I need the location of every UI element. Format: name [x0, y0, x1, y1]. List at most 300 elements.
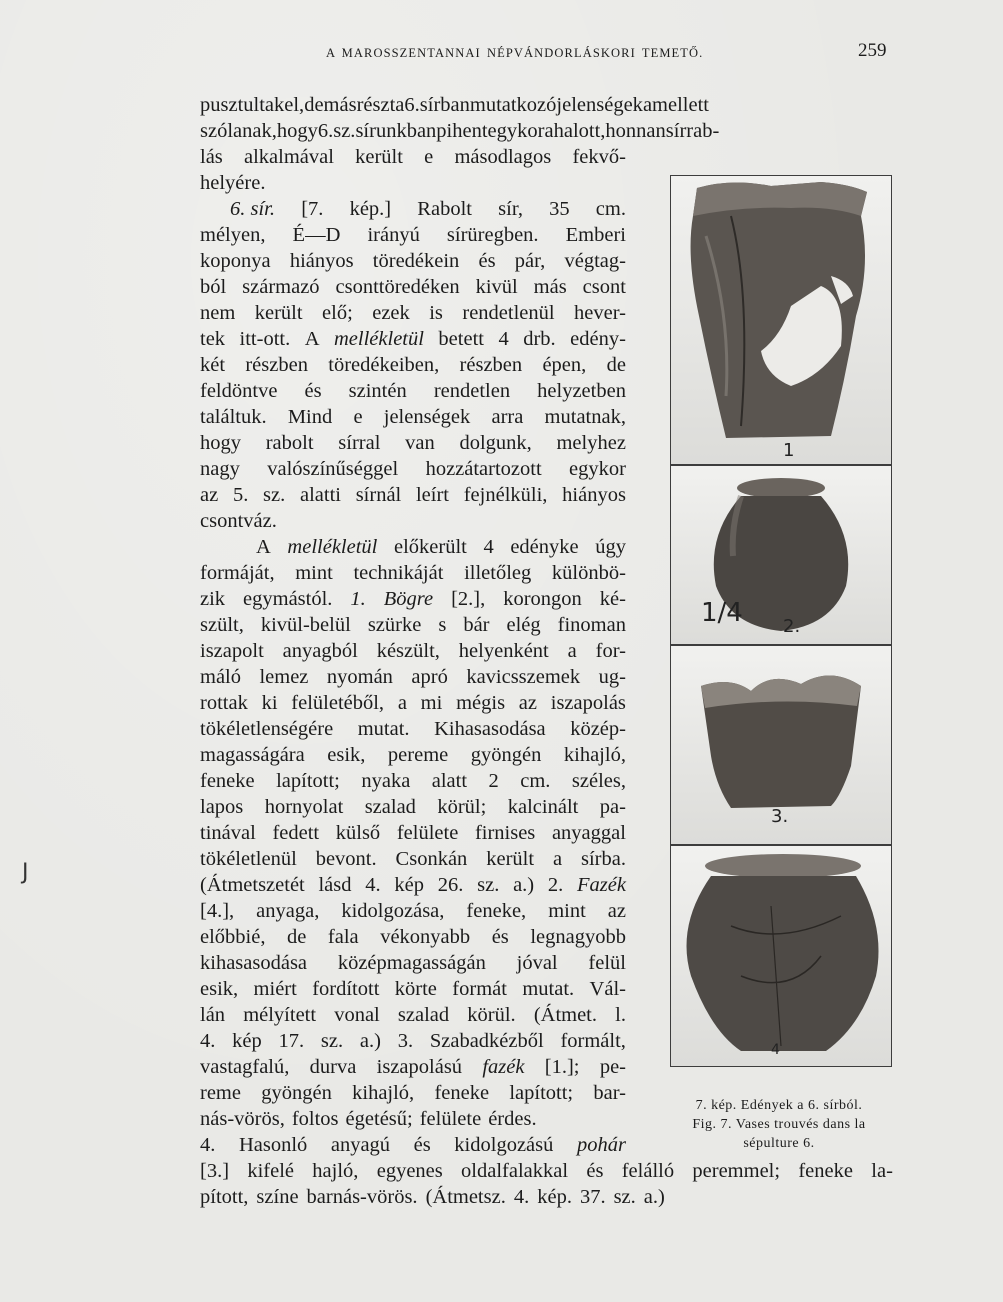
word: mint — [548, 900, 586, 922]
word: mélyített — [243, 1004, 317, 1026]
word: is — [429, 302, 443, 324]
word: 26. — [437, 874, 464, 896]
word: lás — [200, 146, 223, 168]
word: rottak — [200, 692, 248, 714]
word: Bögre — [383, 588, 434, 610]
word: korongon — [503, 588, 582, 610]
word: színe — [256, 1186, 299, 1208]
word: apró — [411, 666, 448, 688]
word: tinával — [200, 822, 256, 844]
text-line — [200, 612, 626, 638]
word: lapított; — [276, 770, 340, 792]
word: legnagyobb — [530, 926, 626, 948]
word: kidolgozású — [454, 1134, 554, 1156]
text-line — [200, 846, 626, 872]
word: vékonyabb — [380, 926, 471, 948]
word: fordított — [312, 978, 380, 1000]
word: a.) — [643, 1186, 665, 1208]
text-line — [200, 482, 626, 508]
word: Szabadkézből — [429, 1030, 544, 1052]
word: sírban — [419, 94, 470, 116]
word: anyagú — [330, 1134, 391, 1156]
word: felülete — [419, 1108, 482, 1130]
word: fazék — [482, 1056, 525, 1078]
word: [2.], — [451, 588, 486, 610]
word: elég — [506, 614, 541, 636]
word: lapos — [200, 796, 244, 818]
word: találtuk. — [200, 406, 267, 428]
caption-line-2: Fig. 7. Vases trouvés dans la — [692, 1117, 866, 1132]
word: Kihasasodása — [434, 718, 546, 740]
photo-pot-3 — [670, 645, 892, 845]
word: amellett — [642, 94, 709, 116]
word: került — [355, 146, 403, 168]
word: széles, — [571, 770, 626, 792]
word: sz. — [333, 120, 356, 142]
word: kép — [394, 874, 424, 896]
text-line — [200, 716, 626, 742]
word: jelenségek — [556, 94, 643, 116]
word: különbö- — [551, 562, 626, 584]
word: zik — [200, 588, 226, 610]
word: körül. — [467, 1004, 516, 1026]
word: alkalmával — [243, 146, 334, 168]
running-title: A MAROSSZENTANNAI NÉPVÁNDORLÁSKORI TEMETŐ. — [326, 46, 704, 60]
word: szólanak, — [200, 120, 277, 142]
text-line — [200, 170, 265, 196]
word: 6. — [404, 94, 420, 116]
word: formált, — [560, 1030, 626, 1052]
word: mélyen, — [200, 224, 266, 246]
word: [3.] — [200, 1160, 230, 1182]
word: Fazék — [577, 874, 626, 896]
word: anyaggal — [551, 822, 626, 844]
word: 4 — [483, 536, 494, 558]
word: 6. — [317, 120, 334, 142]
word: egyenes — [376, 1160, 443, 1182]
word: fejnélküli, — [463, 484, 548, 506]
word: [7. — [301, 198, 324, 220]
word: végtag- — [564, 250, 626, 272]
text-line — [200, 872, 626, 898]
word: középmagasságán — [337, 952, 486, 974]
word: csontváz. — [200, 510, 277, 532]
word: mutatkozó — [469, 94, 557, 116]
word: szült, — [200, 614, 244, 636]
word: és — [413, 1134, 431, 1156]
word: kép — [232, 1030, 262, 1052]
word: mi — [420, 692, 443, 714]
word: sírnál — [355, 484, 402, 506]
page-number: 259 — [858, 40, 887, 61]
text-line — [200, 508, 277, 534]
text-line — [200, 248, 626, 274]
word: A — [304, 328, 320, 350]
word: foltos — [291, 1108, 339, 1130]
word: (Átmet. — [533, 1004, 598, 1026]
word: 1. — [350, 588, 366, 610]
word: épen, — [542, 354, 587, 376]
word: de — [606, 354, 626, 376]
word: a.) — [513, 874, 535, 896]
word: pihent — [436, 120, 488, 142]
word: Hasonló — [238, 1134, 308, 1156]
word: került — [254, 302, 303, 324]
word: hornyolat — [264, 796, 344, 818]
word: 4. — [513, 1186, 530, 1208]
word: Vál- — [589, 978, 626, 1000]
word: 2 — [488, 770, 499, 792]
word: ezek — [372, 302, 410, 324]
running-head — [0, 40, 1003, 70]
word: ké- — [599, 588, 626, 610]
word: sz. — [477, 874, 500, 896]
word: mutat. — [357, 718, 410, 740]
word: nyomán — [326, 666, 393, 688]
word: helyére. — [200, 172, 266, 194]
word: pa- — [599, 796, 626, 818]
text-line — [200, 1106, 537, 1132]
text-line — [200, 1158, 893, 1184]
word: mutat. — [522, 978, 575, 1000]
word: 6. sír. — [230, 198, 276, 220]
word: 4. — [200, 1134, 216, 1156]
word: gyöngén — [261, 1082, 332, 1104]
word: tökéletlenségére — [200, 718, 334, 740]
word: egymástól. — [243, 588, 333, 610]
word: betett — [438, 328, 484, 350]
word: 35 — [549, 198, 570, 220]
word: 17. — [278, 1030, 305, 1052]
text-line — [200, 274, 626, 300]
word: edény- — [570, 328, 626, 350]
word: bár — [463, 614, 490, 636]
word: sírrab- — [665, 120, 720, 142]
word: pe- — [599, 1056, 626, 1078]
word: arra — [491, 406, 524, 428]
word: for- — [595, 640, 626, 662]
text-line — [200, 976, 626, 1002]
word: feneke — [200, 770, 255, 792]
word: csont — [582, 276, 626, 298]
word: a — [544, 120, 554, 142]
text-line — [200, 118, 720, 144]
text-line — [200, 898, 626, 924]
text-line — [230, 196, 626, 222]
word: kivül — [475, 276, 518, 298]
word: hever- — [574, 302, 626, 324]
word: mellékletül — [287, 536, 378, 558]
word: alatti — [299, 484, 341, 506]
word: van — [405, 432, 435, 454]
word: ug- — [598, 666, 626, 688]
word: vonal — [334, 1004, 380, 1026]
word: hajló, — [312, 1160, 359, 1182]
word: bar- — [593, 1082, 626, 1104]
word: más — [533, 276, 567, 298]
word: 37. — [579, 1186, 606, 1208]
word: csonttöredéken — [335, 276, 460, 298]
word: sírba. — [581, 848, 626, 870]
word: de — [287, 926, 307, 948]
word: kifelé — [247, 1160, 294, 1182]
text-line — [200, 144, 626, 170]
word: bevont. — [315, 848, 377, 870]
word: durva — [309, 1056, 357, 1078]
plate-label-2: 2. — [783, 616, 801, 637]
word: lán — [200, 1004, 226, 1026]
text-line — [200, 1132, 626, 1158]
word: a — [567, 640, 577, 662]
word: oldalfalakkal — [461, 1160, 569, 1182]
word: kihasasodása — [200, 952, 308, 974]
word: 2. — [547, 874, 564, 896]
word: anyaga, — [256, 900, 320, 922]
word: közép- — [570, 718, 626, 740]
word: körül; — [437, 796, 487, 818]
word: részben — [459, 354, 523, 376]
word: sírunkban — [355, 120, 437, 142]
word: edényke — [510, 536, 579, 558]
word: nagy — [200, 458, 240, 480]
word: lemez — [259, 666, 309, 688]
word: illetőleg — [464, 562, 532, 584]
word: származó — [242, 276, 320, 298]
word: kihajló, — [352, 1082, 415, 1104]
word: 4. — [365, 874, 381, 896]
word: szürke — [367, 614, 422, 636]
word: feneke — [798, 1160, 853, 1182]
word: kép. — [537, 1186, 572, 1208]
plate-label-3: 3. — [771, 806, 789, 827]
word: úgy — [595, 536, 626, 558]
word: Mind — [287, 406, 333, 428]
word: 4 — [498, 328, 509, 350]
word: technikáját — [353, 562, 444, 584]
word: és — [478, 250, 496, 272]
word: pusztultak — [200, 94, 285, 116]
word: drb. — [523, 328, 556, 350]
text-line — [200, 820, 626, 846]
word: pár, — [514, 250, 546, 272]
word: firnises — [474, 822, 536, 844]
word: kavicsszemek — [466, 666, 581, 688]
word: iszapolású — [376, 1056, 463, 1078]
word: felálló — [621, 1160, 675, 1182]
word: sz. — [263, 484, 286, 506]
word: (Átmetszetét — [200, 874, 305, 896]
word: Rabolt — [417, 198, 472, 220]
word: előbbié, — [200, 926, 266, 948]
word: külső — [335, 822, 381, 844]
caption-line-3: sépulture 6. — [743, 1136, 815, 1151]
word: (Átmetsz. — [425, 1186, 506, 1208]
word: É—D — [292, 224, 341, 246]
plate-label-4: 4 — [771, 1042, 780, 1058]
word: tek — [200, 328, 226, 350]
word: sz. — [320, 1030, 344, 1052]
text-line — [256, 534, 626, 560]
word: feldöntve — [200, 380, 278, 402]
word: máló — [200, 666, 241, 688]
word: iszapolt — [200, 640, 264, 662]
word: finoman — [557, 614, 626, 636]
text-line — [200, 378, 626, 404]
word: pohár — [576, 1134, 626, 1156]
word: s — [438, 614, 447, 636]
figure-plate — [670, 175, 892, 1067]
word: fedett — [272, 822, 320, 844]
word: sz. — [613, 1186, 636, 1208]
word: lapított; — [509, 1082, 574, 1104]
word: lásd — [318, 874, 352, 896]
text-line — [200, 560, 626, 586]
word: mint — [295, 562, 333, 584]
word: 3. — [397, 1030, 414, 1052]
margin-mark: J — [22, 860, 29, 885]
word: vastagfalú, — [200, 1056, 290, 1078]
word: valószínűséggel — [267, 458, 399, 480]
word: sír, — [498, 198, 523, 220]
word: e — [353, 406, 363, 428]
word: felülete — [396, 822, 459, 844]
word: töredékeiben, — [328, 354, 440, 376]
text-line — [200, 352, 626, 378]
word: rabolt — [265, 432, 314, 454]
word: koponya — [200, 250, 271, 272]
word: töredékein — [372, 250, 460, 272]
word: készült, — [376, 640, 440, 662]
text-line — [200, 300, 626, 326]
word: cm. — [520, 770, 551, 792]
photo-pot-4 — [670, 845, 892, 1067]
word: és — [491, 926, 509, 948]
word: érdes. — [488, 1108, 537, 1130]
word: formáját, — [200, 562, 275, 584]
text-line — [200, 326, 626, 352]
word: felületéből, — [291, 692, 385, 714]
text-line — [200, 404, 626, 430]
word: két — [200, 354, 226, 376]
word: hogy — [276, 120, 318, 142]
word: Emberi — [565, 224, 626, 246]
word: helyzetben — [537, 380, 626, 402]
word: szintén — [348, 380, 407, 402]
word: nás-vörös, — [200, 1108, 285, 1130]
word: az — [607, 900, 626, 922]
word: gyöngén — [470, 744, 542, 766]
photo-pot-2 — [670, 465, 892, 645]
text-line — [200, 1002, 626, 1028]
text-line — [200, 768, 626, 794]
word: iszapolás — [550, 692, 626, 714]
word: egykor — [569, 458, 626, 480]
word: irányú — [367, 224, 420, 246]
word: kivül-belül — [260, 614, 351, 636]
text-line — [200, 1184, 665, 1210]
text-line — [200, 690, 626, 716]
word: nem — [200, 302, 236, 324]
word: honnan — [605, 120, 666, 142]
word: égetésű; — [345, 1108, 413, 1130]
word: előkerült — [393, 536, 467, 558]
word: melyhez — [556, 432, 626, 454]
word: felül — [588, 952, 626, 974]
word: la- — [871, 1160, 893, 1182]
word: szalad — [397, 1004, 450, 1026]
word: peremmel; — [692, 1160, 781, 1182]
plate-label-scale: 1/4 — [701, 598, 743, 628]
word: esik, — [200, 978, 239, 1000]
word: [4.], — [200, 900, 235, 922]
word: egykor — [487, 120, 545, 142]
word: leírt — [415, 484, 449, 506]
word: körte — [394, 978, 437, 1000]
word: sírral — [338, 432, 381, 454]
text-line — [200, 430, 626, 456]
word: kalcinált — [507, 796, 579, 818]
word: került — [486, 848, 535, 870]
word: mellékletül — [334, 328, 424, 350]
text-line — [200, 222, 626, 248]
word: jelenségek — [383, 406, 471, 428]
word: másodlagos — [454, 146, 552, 168]
word: dolgunk, — [459, 432, 532, 454]
text-line — [200, 950, 626, 976]
word: el, — [284, 94, 305, 116]
word: hiányos — [562, 484, 626, 506]
word: sírüregben. — [446, 224, 539, 246]
word: miért — [253, 978, 297, 1000]
plate-label-1: 1 — [783, 440, 795, 461]
word: l. — [615, 1004, 626, 1026]
word: 4. — [200, 1030, 216, 1052]
figure-caption — [656, 1096, 902, 1153]
word: és — [586, 1160, 604, 1182]
word: pereme — [387, 744, 449, 766]
text-line — [200, 456, 626, 482]
word: nyaka — [361, 770, 411, 792]
word: másrészt — [323, 94, 396, 116]
word: jóval — [516, 952, 558, 974]
word: részben — [245, 354, 308, 376]
photo-pot-1 — [670, 175, 892, 465]
word: esik, — [327, 744, 366, 766]
word: tökéletlenül — [200, 848, 297, 870]
word: feneke — [434, 1082, 490, 1104]
word: szalad — [364, 796, 416, 818]
word: és — [304, 380, 322, 402]
word: a — [395, 94, 405, 116]
word: alatt — [431, 770, 468, 792]
text-line — [200, 638, 626, 664]
text-line — [200, 924, 626, 950]
word: magasságára — [200, 744, 305, 766]
word: a — [397, 692, 407, 714]
word: rendetlenül — [462, 302, 555, 324]
word: ból — [200, 276, 227, 298]
word: mutatnak, — [544, 406, 626, 428]
word: kidolgozása, — [341, 900, 445, 922]
text-line — [200, 742, 626, 768]
text-line — [200, 1054, 626, 1080]
text-line — [200, 1080, 626, 1106]
pot-4-drawing — [671, 846, 893, 1068]
word: kép.] — [349, 198, 392, 220]
word: mégis — [456, 692, 506, 714]
text-line — [200, 794, 626, 820]
word: de — [304, 94, 324, 116]
